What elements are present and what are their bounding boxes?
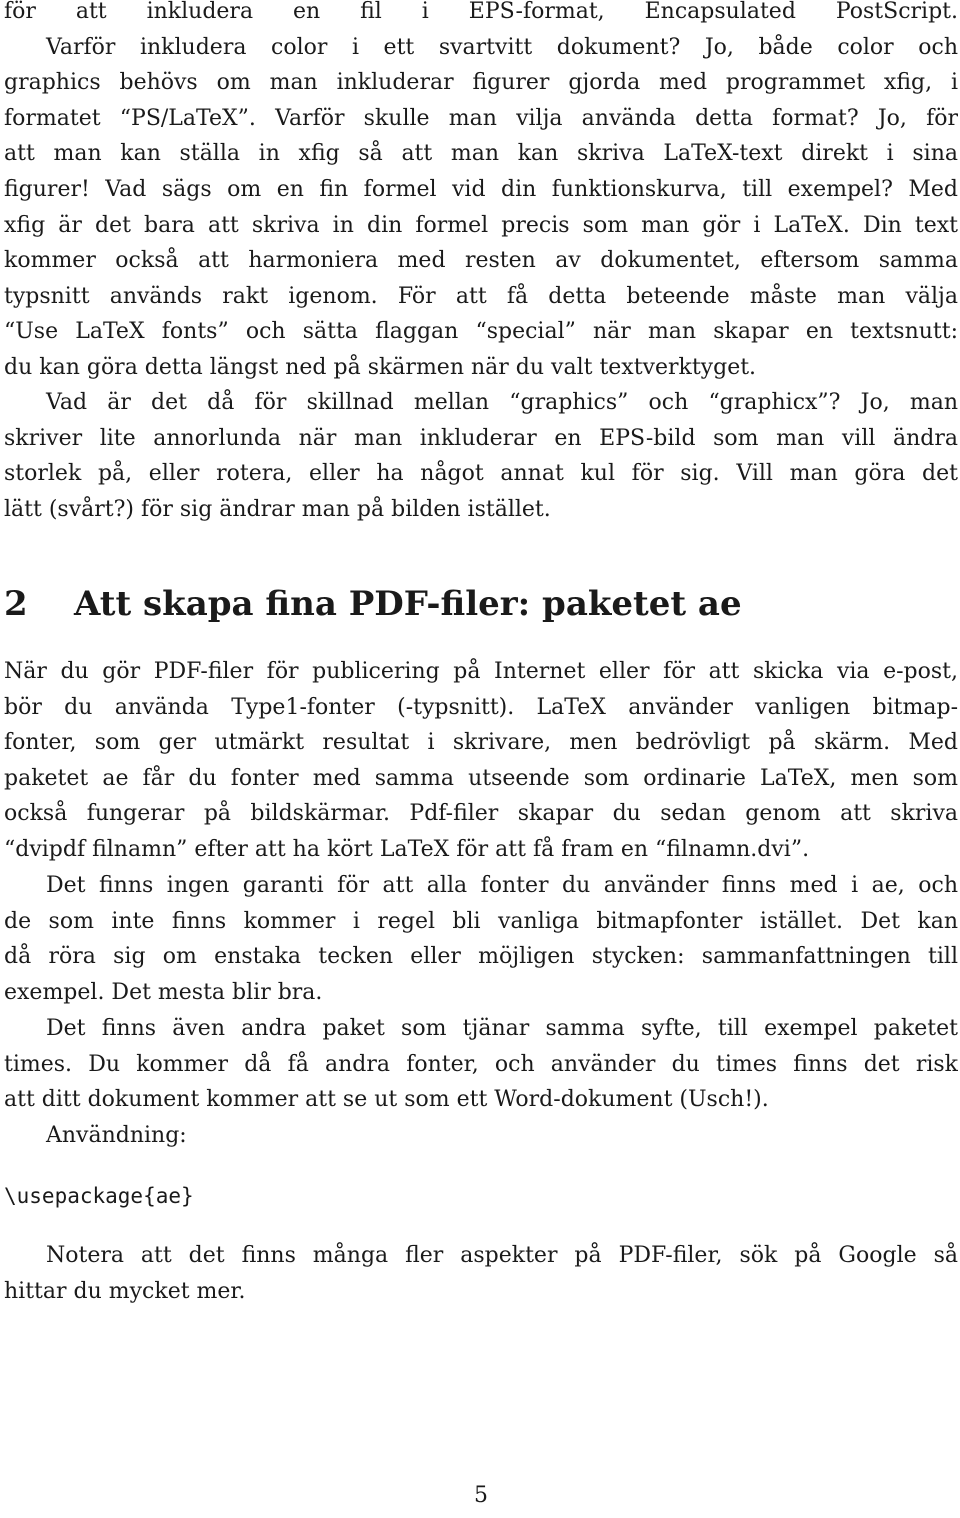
text-line: Notera att det finns många fler aspekter på PDF-filer, sök på Google så [46, 1243, 958, 1268]
text-line: typsnitt används rakt igenom. För att få detta beteende måste man välja [4, 283, 958, 309]
note-paragraph [4, 1238, 958, 1309]
text-line: “Use LaTeX fonts” och sätta flaggan “special” när man skapar en textsnutt: [4, 319, 958, 345]
text-line: lätt (svårt?) för sig ändrar man på bilden istället. [4, 496, 551, 522]
text-line: paketet ae får du fonter med samma utseende som ordinarie LaTeX, men som [4, 765, 958, 791]
text-line: bör du använda Type1-fonter (-typsnitt). LaTeX använder vanligen bitmap- [4, 694, 958, 720]
text-line: du kan göra detta längst ned på skärmen när du valt textverktyget. [4, 354, 757, 380]
text-line: de som inte finns kommer i regel bli vanliga bitmapfonter istället. Det kan [4, 908, 958, 934]
intro-paragraph [4, 0, 958, 386]
text-line: exempel. Det mesta blir bra. [4, 979, 323, 1005]
times-paragraph [4, 1011, 958, 1118]
text-line: Användning: [46, 1123, 187, 1148]
text-line: figurer! Vad sägs om en fin formel vid din funktionskurva, till exempel? Med [4, 176, 958, 202]
text-line: Varför inkludera color i ett svartvitt dokument? Jo, både color och [46, 34, 958, 60]
text-line: att man kan ställa in xfig så att man kan skriva LaTeX-text direkt i sina [4, 141, 958, 167]
text-line: “dvipdf filnamn” efter att ha kört LaTeX för att få fram en “filnamn.dvi”. [4, 836, 810, 862]
text-line: times. Du kommer då få andra fonter, och använder du times finns det risk [4, 1051, 958, 1077]
guarantee-paragraph [4, 868, 958, 1010]
text-line: formatet “PS/LaTeX”. Varför skulle man vilja använda detta format? Jo, för [4, 105, 958, 131]
text-line: När du gör PDF-filer för publicering på Internet eller för att skicka via e-post, [4, 659, 958, 684]
text-line: graphics behövs om man inkluderar figurer gjorda med programmet xfig, i [4, 70, 958, 96]
graphicx-paragraph [4, 385, 958, 527]
text-line: Det finns även andra paket som tjänar samma syfte, till exempel paketet [46, 1016, 958, 1041]
text-line: för att inkludera en fil i EPS-format, Encapsulated PostScript. [4, 0, 958, 24]
text-line: fonter, som ger utmärkt resultat i skrivare, men bedrövligt på skärm. Med [4, 730, 958, 756]
text-line: också fungerar på bildskärmar. Pdf-filer skapar du sedan genom att skriva [4, 801, 958, 827]
pdf-paragraph [4, 654, 958, 868]
page-number: 5 [474, 1483, 488, 1508]
text-line: Vad är det då för skillnad mellan “graphics” och “graphicx”? Jo, man [46, 390, 958, 415]
text-line: xfig är det bara att skriva in din formel precis som man gör i LaTeX. Din text [4, 212, 958, 238]
text-line: hittar du mycket mer. [4, 1278, 246, 1304]
code-block [4, 1179, 958, 1213]
text-line: storlek på, eller rotera, eller ha något annat kul för sig. Vill man göra det [4, 461, 958, 487]
text-line: Det finns ingen garanti för att alla fonter du använder finns med i ae, och [46, 873, 958, 898]
section-title: Att skapa fina PDF-filer: paketet ae [74, 584, 742, 624]
section-number: 2 [4, 584, 28, 624]
text-line: skriver lite annorlunda när man inkluderar en EPS-bild som man vill ändra [4, 425, 958, 451]
code-line: \usepackage{ae} [4, 1184, 194, 1208]
text-line: kommer också att harmoniera med resten av dokumentet, eftersom samma [4, 248, 958, 274]
usage-label [4, 1118, 958, 1154]
section-heading [4, 582, 958, 626]
text-line: att ditt dokument kommer att se ut som ett Word-dokument (Usch!). [4, 1087, 769, 1113]
text-line: då röra sig om enstaka tecken eller möjligen stycken: sammanfattningen till [4, 944, 958, 970]
